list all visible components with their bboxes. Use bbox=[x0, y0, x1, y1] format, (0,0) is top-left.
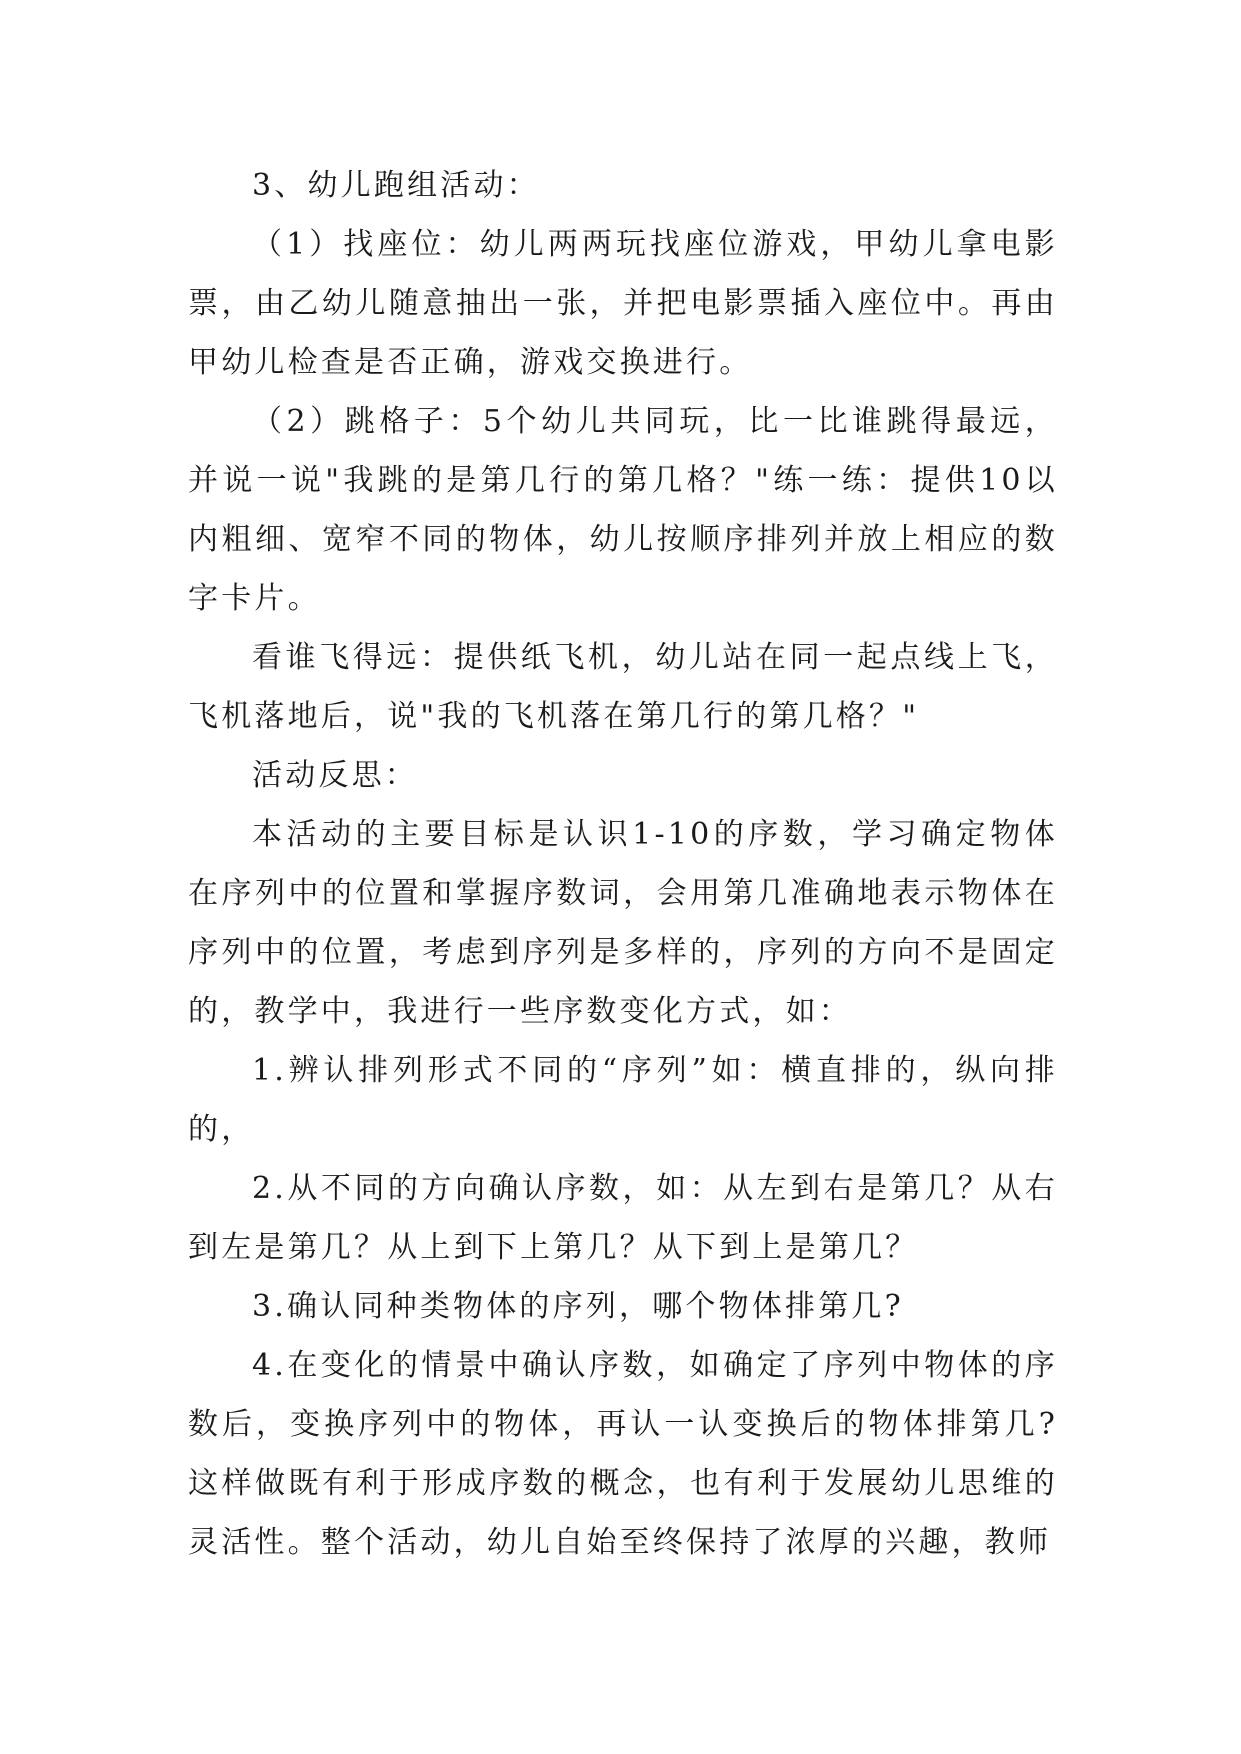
paragraph-paper-plane: 看谁飞得远：提供纸飞机，幼儿站在同一起点线上飞，飞机落地后，说"我的飞机落在第几行的第几格？" bbox=[188, 640, 1058, 734]
paragraph-section-heading: 3、幼儿跑组活动： bbox=[252, 168, 540, 203]
document-body bbox=[188, 156, 1058, 1572]
paragraph-reflection-goal: 本活动的主要目标是认识1-10的序数，学习确定物体在序列中的位置和掌握序数词，会用第几准确地表示物体在序列中的位置，考虑到序列是多样的，序列的方向不是固定的，教学中，我进行一些序数变化方式，如： bbox=[188, 817, 1058, 1029]
paragraph-list-item-4: 4.在变化的情景中确认序数，如确定了序列中物体的序数后，变换序列中的物体，再认一认变换后的物体排第几?这样做既有利于形成序数的概念，也有利于发展幼儿思维的灵活性。整个活动，幼儿自始至终保持了浓厚的兴趣，教师 bbox=[188, 1348, 1058, 1560]
paragraph-list-item-2: 2.从不同的方向确认序数，如：从左到右是第几？从右到左是第几？从上到下上第几？从下到上是第几？ bbox=[188, 1171, 1058, 1265]
paragraph-list-item-3: 3.确认同种类物体的序列，哪个物体排第几? bbox=[252, 1289, 904, 1324]
paragraph-hopscotch: （2）跳格子：5个幼儿共同玩，比一比谁跳得最远，并说一说"我跳的是第几行的第几格？"练一练：提供10以内粗细、宽窄不同的物体，幼儿按顺序排列并放上相应的数字卡片。 bbox=[188, 404, 1058, 616]
paragraph-find-seat: （1）找座位：幼儿两两玩找座位游戏，甲幼儿拿电影票，由乙幼儿随意抽出一张，并把电影票插入座位中。再由甲幼儿检查是否正确，游戏交换进行。 bbox=[188, 227, 1058, 380]
paragraph-reflection-heading: 活动反思： bbox=[252, 758, 418, 793]
paragraph-list-item-1: 1.辨认排列形式不同的“序列”如：横直排的，纵向排的， bbox=[188, 1053, 1058, 1147]
